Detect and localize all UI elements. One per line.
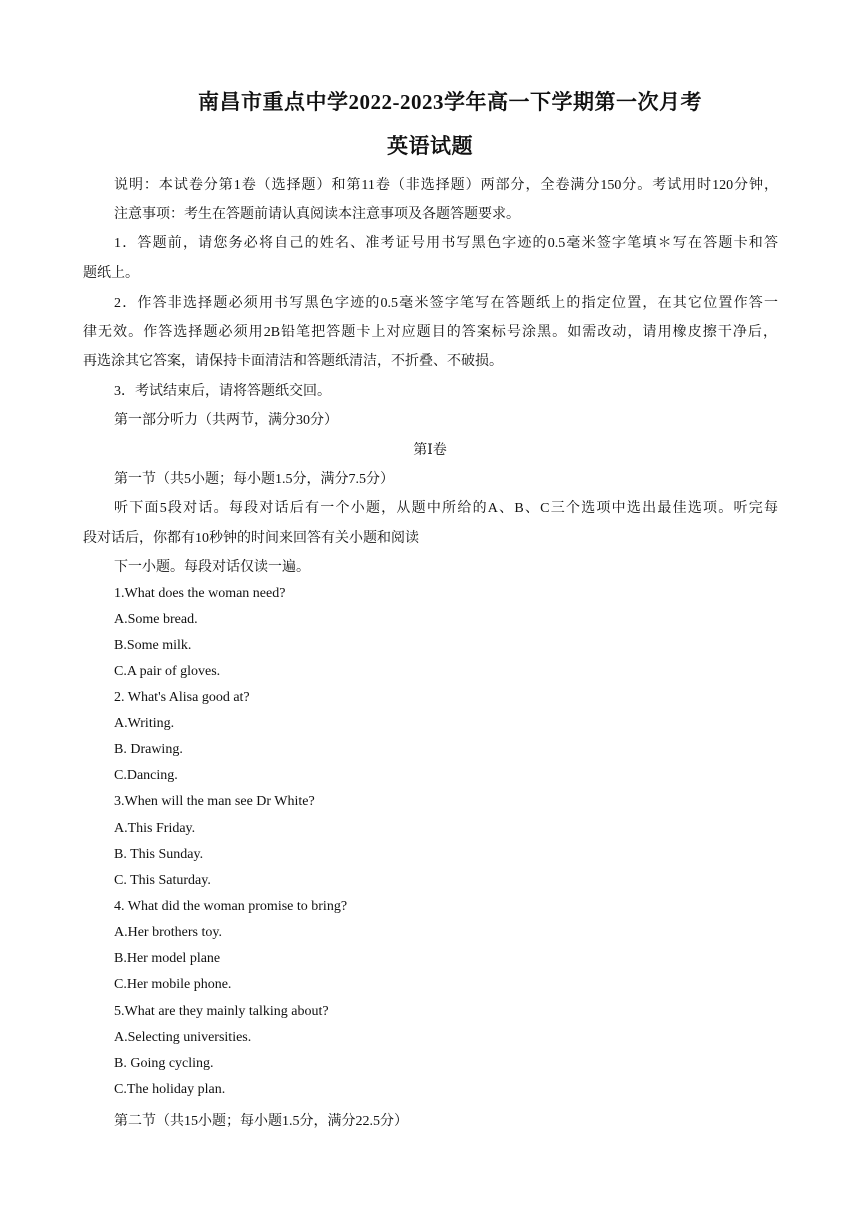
- question-5: 5.What are they mainly talking about?: [114, 1004, 329, 1019]
- option: A.Her brothers toy.: [114, 925, 222, 940]
- rule-2-cont: 再选涂其它答案，请保持卡面清洁和答题纸清洁，不折叠、不破损。: [83, 354, 503, 369]
- rule-2-cont: 律无效。作答选择题必须用2B铅笔把答题卡上对应题目的答案标号涂黑。如需改动，请用橡皮擦干净后，: [83, 325, 777, 340]
- option: C.Her mobile phone.: [114, 977, 232, 992]
- option: A.This Friday.: [114, 821, 196, 836]
- option: B.Her model plane: [114, 951, 221, 966]
- option: A.Some bread.: [114, 612, 198, 627]
- question-3: 3.When will the man see Dr White?: [114, 794, 315, 809]
- directions-line: 听下面5段对话。每段对话后有一个小题，从题中所给的A、B、C三个选项中选出最佳选项。听完每: [114, 501, 778, 516]
- exam-title: 南昌市重点中学2022-2023学年高一下学期第一次月考: [198, 90, 702, 114]
- option: B. Drawing.: [114, 742, 183, 757]
- option: C.A pair of gloves.: [114, 664, 221, 679]
- question-4: 4. What did the woman promise to bring?: [114, 899, 348, 914]
- rule-3-line: 3．考试结束后，请将答题纸交回。: [114, 384, 331, 399]
- volume-heading: 第Ⅰ卷: [413, 443, 447, 458]
- option: C.Dancing.: [114, 768, 178, 783]
- part-2-heading: 第二节（共15小题；每小题1.5分，满分22.5分）: [114, 1114, 408, 1129]
- option: C. This Saturday.: [114, 873, 211, 888]
- rule-2-line: 2．作答非选择题必须用书写黑色字迹的0.5毫米签字笔写在答题纸上的指定位置，在其它位置作答一: [114, 296, 778, 311]
- option: B.Some milk.: [114, 638, 192, 653]
- instructions-line: 说明：本试卷分第1卷（选择题）和第11卷（非选择题）两部分，全卷满分150分。考试用时120分钟，: [114, 178, 778, 193]
- rule-1-line: 1．答题前，请您务必将自己的姓名、准考证号用书写黑色字迹的0.5毫米签字笔填＊写在答题卡和答: [114, 236, 778, 251]
- option: B. This Sunday.: [114, 847, 204, 862]
- directions-cont: 下一小题。每段对话仅读一遍。: [114, 560, 310, 575]
- directions-cont: 段对话后，你都有10秒钟的时间来回答有关小题和阅读: [83, 531, 419, 546]
- option: A.Selecting universities.: [114, 1030, 252, 1045]
- notes-line: 注意事项：考生在答题前请认真阅读本注意事项及各题答题要求。: [114, 207, 520, 222]
- question-2: 2. What's Alisa good at?: [114, 690, 250, 705]
- part-heading: 第一节（共5小题；每小题1.5分，满分7.5分）: [114, 472, 394, 487]
- section-heading: 第一部分听力（共两节，满分30分）: [114, 413, 338, 428]
- option: C.The holiday plan.: [114, 1082, 226, 1097]
- rule-1-cont: 题纸上。: [83, 266, 139, 281]
- question-1: 1.What does the woman need?: [114, 586, 286, 601]
- exam-subtitle: 英语试题: [387, 134, 473, 158]
- option: A.Writing.: [114, 716, 175, 731]
- option: B. Going cycling.: [114, 1056, 214, 1071]
